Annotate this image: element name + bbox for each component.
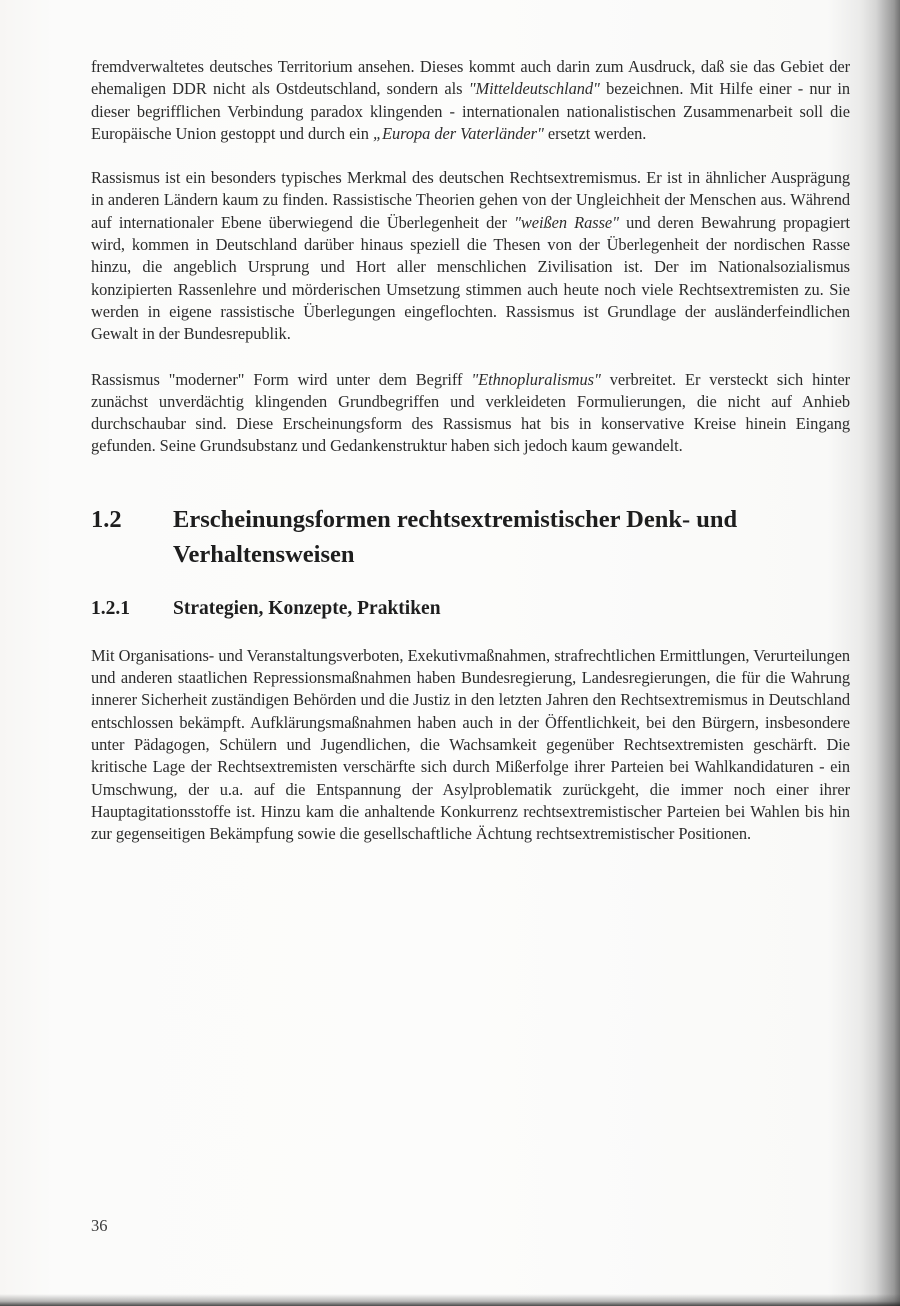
paragraph-text: verbreitet. Er versteckt sich hinter zunächst unverdächtig klingenden Grundbegriffen und verkleideten Formulierungen, die nicht auf Anhieb durchschaubar sind. Diese Erscheinungsform des Rassismus hat bis in konservative Kreise hinein Eingang gefunden. Seine Grundsubstanz und Gedankenstruktur haben sich jedoch kaum gewandelt. — [91, 369, 851, 456]
book-spine-shadow — [860, 0, 900, 1306]
subsection-number: 1.2.1 — [91, 597, 130, 619]
quoted-term-ethnopluralismus: "Ethnopluralismus" — [471, 369, 601, 389]
quoted-term-europa-der-vaterlaender: „Europa der Vaterländer" — [373, 123, 544, 143]
page-number: 36 — [91, 1216, 108, 1235]
paragraph-text: Rassismus "moderner" Form wird unter dem Begriff — [91, 369, 472, 389]
paragraph-text: und deren Bewahrung propagiert wird, kommen in Deutschland darüber hinaus speziell die Thesen von der Überlegenheit der nordischen Rasse hinzu, die angeblich Ursprung und Hort aller menschlichen Zivilisation ist. Der im Nationalsozialismus konzipierten Rassenlehre und mörderischen Umsetzung stimmen auch heute noch viele Rechtsextremisten zu. Sie werden in eigene rassistische Überlegungen eingeflochten. Rassismus ist Grundlage der ausländerfeindlichen Gewalt in der Bundesrepublik. — [91, 212, 850, 344]
quoted-term-weisse-rasse: "weißen Rasse" — [514, 212, 619, 232]
section-number: 1.2 — [91, 505, 122, 533]
quoted-term-mitteldeutschland: "Mitteldeutschland" — [468, 79, 600, 99]
paragraph-territorium — [91, 56, 850, 145]
paragraph-text: fremdverwaltetes deutsches Territorium ansehen. Dieses kommt auch darin zum Ausdruck, daß sie das Gebiet der ehemaligen DDR nicht als Ostdeutschland, sondern als — [91, 57, 850, 99]
paragraph-text: Mit Organisations- und Veranstaltungsverboten, Exekutivmaßnahmen, strafrechtlichen Ermittlungen, Verurteilungen und anderen staatlichen Repressionsmaßnahmen haben Bundesregierung, Landesregierungen, die für die Wahrung innerer Sicherheit zuständigen Behörden und die Justiz in den letzten Jahren den Rechtsextremismus in Deutschland entschlossen bekämpft. Aufklärungsmaßnahmen haben auch in der Öffentlichkeit, bei den Bürgern, insbesondere unter Pädagogen, Schülern und Jugendlichen, die Wachsamkeit gegenüber Rechtsextremisten geschärft. Die kritische Lage der Rechtsextremisten verschärfte sich durch Mißerfolge ihrer Parteien bei Wahlkandidaturen - ein Umschwung, der u.a. auf die Entspannung der Asylproblematik zurückgeht, die immer noch einer ihrer Hauptagitationsstoffe ist. Hinzu kam die anhaltende Konkurrenz rechtsextremistischer Parteien bei Wahlen bis hin zur gegenseitigen Bekämpfung sowie die gesellschaftliche Ächtung rechtsextremistischer Positionen. — [91, 645, 850, 844]
paragraph-ethnopluralismus — [91, 369, 850, 458]
paragraph-text: ersetzt werden. — [543, 123, 647, 143]
paragraph-text: Rassismus ist ein besonders typisches Merkmal des deutschen Rechtsextremismus. Er ist in ähnlicher Ausprägung in anderen Ländern kaum zu finden. Rassistische Theorien gehen von der Ungleichheit der Menschen aus. Während auf internationaler Ebene überwiegend die Überlegenheit der — [91, 168, 850, 232]
section-heading — [91, 502, 850, 572]
subsection-heading — [91, 595, 850, 623]
page-content — [91, 56, 850, 845]
subsection-title: Strategien, Konzepte, Praktiken — [173, 597, 441, 619]
paragraph-rassismus — [91, 167, 850, 345]
page-bottom-edge — [0, 1294, 900, 1306]
paragraph-text: bezeichnen. Mit Hilfe einer - nur in dieser begrifflichen Verbindung paradox klingenden - internationalen nationalistischen Zusammenarbeit soll die Europäische Union gestoppt und durch ein — [91, 79, 850, 143]
paragraph-strategien — [91, 645, 850, 846]
section-title: Erscheinungsformen rechtsextremistischer Denk- und Verhaltensweisen — [173, 505, 738, 568]
